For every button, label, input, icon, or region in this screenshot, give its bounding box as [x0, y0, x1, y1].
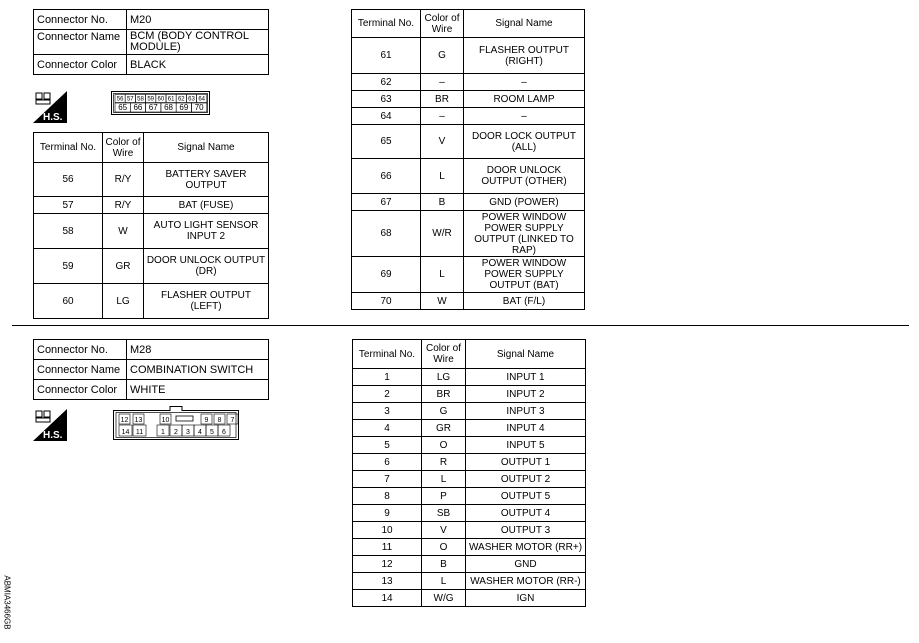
signal-name-cell: OUTPUT 1 [466, 454, 586, 471]
wire-color-cell: L [422, 471, 466, 488]
signal-name-cell: – [464, 108, 585, 125]
signal-name-cell: OUTPUT 5 [466, 488, 586, 505]
m28-terminal-table [352, 339, 586, 607]
hs-label: H.S. [43, 112, 63, 123]
connector-pin-label: 58 [137, 96, 144, 103]
table-row [34, 249, 269, 284]
wire-color-cell: BR [422, 386, 466, 403]
table-row [353, 369, 586, 386]
table-row [352, 108, 585, 125]
figure-code: ABMIA3466GB [2, 575, 12, 630]
info-label: Connector No. [34, 340, 127, 360]
wire-color-cell: G [422, 403, 466, 420]
table-row [353, 454, 586, 471]
wire-color-cell: B [421, 194, 464, 211]
wire-color-cell: GR [103, 249, 144, 284]
signal-name-cell: BAT (FUSE) [144, 197, 269, 214]
connector-pin-label: 14 [121, 429, 130, 436]
wire-color-cell: L [421, 159, 464, 194]
terminal-cell: 10 [353, 522, 422, 539]
info-row [34, 340, 269, 360]
signal-name-cell: OUTPUT 3 [466, 522, 586, 539]
table-row [353, 573, 586, 590]
terminal-cell: 65 [352, 125, 421, 159]
wire-color-cell: O [422, 539, 466, 556]
signal-name-cell: IGN [466, 590, 586, 607]
connector-pin-label: 68 [164, 103, 174, 112]
info-label: Connector Color [34, 380, 127, 400]
wire-color-cell: GR [422, 420, 466, 437]
terminal-cell: 7 [353, 471, 422, 488]
table-row [353, 505, 586, 522]
m20-connector-info-table [33, 9, 269, 75]
table-row [353, 471, 586, 488]
wire-color-cell: W [421, 293, 464, 310]
terminal-cell: 68 [352, 211, 421, 257]
header-signal: Signal Name [466, 340, 586, 369]
connector-pin-label: 56 [116, 96, 124, 103]
connector-pin-label: 9 [204, 417, 209, 424]
table-row [352, 293, 585, 310]
terminal-cell: 66 [352, 159, 421, 194]
wire-color-cell: W/G [422, 590, 466, 607]
m20-terminal-table-left [33, 132, 269, 319]
wire-color-cell: R/Y [103, 197, 144, 214]
terminal-cell: 1 [353, 369, 422, 386]
terminal-cell: 2 [353, 386, 422, 403]
table-row [352, 257, 585, 293]
signal-name-cell: DOOR UNLOCK OUTPUT (OTHER) [464, 159, 585, 194]
info-value: WHITE [127, 380, 269, 400]
connector-pin-label: 69 [179, 103, 189, 112]
info-label: Connector Name [34, 360, 127, 380]
terminal-cell: 56 [34, 163, 103, 197]
terminal-cell: 63 [352, 91, 421, 108]
table-row [353, 488, 586, 505]
connector-pin-label: 5 [210, 429, 214, 436]
table-row [352, 91, 585, 108]
header-terminal: Terminal No. [34, 133, 103, 163]
signal-name-cell: FLASHER OUTPUT (LEFT) [144, 284, 269, 319]
wire-color-cell: P [422, 488, 466, 505]
signal-name-cell: DOOR UNLOCK OUTPUT (DR) [144, 249, 269, 284]
table-row [353, 556, 586, 573]
connector-pin-label: 66 [133, 103, 143, 112]
m28-connector-face-diagram [113, 406, 239, 440]
harness-side-icon [33, 91, 67, 123]
info-value: BCM (BODY CONTROL MODULE) [127, 30, 269, 55]
header-color: Color of Wire [103, 133, 144, 163]
wire-color-cell: R [422, 454, 466, 471]
wire-color-cell: SB [422, 505, 466, 522]
wire-color-cell: BR [421, 91, 464, 108]
info-label: Connector No. [34, 10, 127, 30]
connector-pin-label: 3 [186, 429, 190, 436]
section-divider [12, 325, 909, 326]
table-row [34, 214, 269, 249]
signal-name-cell: AUTO LIGHT SENSOR INPUT 2 [144, 214, 269, 249]
table-row [352, 38, 585, 74]
terminal-cell: 62 [352, 74, 421, 91]
signal-name-cell: INPUT 3 [466, 403, 586, 420]
connector-pin-label: 59 [147, 96, 155, 103]
table-row [353, 437, 586, 454]
wire-color-cell: W/R [421, 211, 464, 257]
signal-name-cell: ROOM LAMP [464, 91, 585, 108]
connector-pin-label: 7 [230, 417, 235, 424]
terminal-cell: 8 [353, 488, 422, 505]
connector-pin-label: 60 [157, 96, 165, 103]
header-terminal: Terminal No. [353, 340, 422, 369]
table-row [34, 197, 269, 214]
terminal-cell: 4 [353, 420, 422, 437]
table-row [352, 74, 585, 91]
table-row [34, 163, 269, 197]
table-row [353, 539, 586, 556]
terminal-cell: 12 [353, 556, 422, 573]
connector-pin-label: 1 [161, 429, 165, 436]
connector-pin-label: 6 [222, 429, 226, 436]
signal-name-cell: INPUT 5 [466, 437, 586, 454]
signal-name-cell: INPUT 4 [466, 420, 586, 437]
connector-pin-label: 65 [118, 103, 128, 112]
connector-pin-label: 62 [177, 96, 185, 103]
info-value: COMBINATION SWITCH [127, 360, 269, 380]
info-label: Connector Color [34, 55, 127, 75]
terminal-cell: 5 [353, 437, 422, 454]
signal-name-cell: FLASHER OUTPUT (RIGHT) [464, 38, 585, 74]
terminal-cell: 58 [34, 214, 103, 249]
info-value: M20 [127, 10, 269, 30]
terminal-cell: 61 [352, 38, 421, 74]
terminal-cell: 70 [352, 293, 421, 310]
wire-color-cell: V [422, 522, 466, 539]
info-value: BLACK [127, 55, 269, 75]
connector-pin-label: 63 [188, 96, 195, 103]
table-row [353, 386, 586, 403]
connector-pin-label: 70 [194, 103, 204, 112]
table-row [353, 420, 586, 437]
signal-name-cell: GND (POWER) [464, 194, 585, 211]
info-row [34, 380, 269, 400]
hs-label: H.S. [43, 430, 63, 441]
info-label: Connector Name [34, 30, 127, 55]
table-row [352, 125, 585, 159]
signal-name-cell: OUTPUT 4 [466, 505, 586, 522]
terminal-cell: 69 [352, 257, 421, 293]
signal-name-cell: OUTPUT 2 [466, 471, 586, 488]
signal-name-cell: BAT (F/L) [464, 293, 585, 310]
wire-color-cell: B [422, 556, 466, 573]
terminal-cell: 11 [353, 539, 422, 556]
connector-pin-label: 64 [198, 96, 206, 103]
header-color: Color of Wire [422, 340, 466, 369]
info-row [34, 10, 269, 30]
connector-pin-label: 2 [174, 429, 178, 436]
signal-name-cell: WASHER MOTOR (RR+) [466, 539, 586, 556]
m20-connector-face-diagram [111, 91, 211, 115]
signal-name-cell: POWER WINDOW POWER SUPPLY OUTPUT (LINKED TO RAP) [464, 211, 585, 257]
wire-color-cell: LG [103, 284, 144, 319]
wire-color-cell: L [422, 573, 466, 590]
signal-name-cell: DOOR LOCK OUTPUT (ALL) [464, 125, 585, 159]
connector-pin-label: 57 [126, 96, 134, 103]
table-row [353, 590, 586, 607]
signal-name-cell: WASHER MOTOR (RR-) [466, 573, 586, 590]
wire-color-cell: R/Y [103, 163, 144, 197]
wire-color-cell: – [421, 108, 464, 125]
connector-pin-label: 11 [135, 429, 144, 436]
wire-color-cell: LG [422, 369, 466, 386]
table-row [352, 211, 585, 257]
terminal-cell: 13 [353, 573, 422, 590]
m28-connector-info-table [33, 339, 269, 400]
info-row [34, 55, 269, 75]
header-signal: Signal Name [144, 133, 269, 163]
terminal-cell: 64 [352, 108, 421, 125]
connector-pin-label: 4 [198, 429, 202, 436]
info-row [34, 360, 269, 380]
signal-name-cell: INPUT 1 [466, 369, 586, 386]
terminal-cell: 57 [34, 197, 103, 214]
terminal-cell: 60 [34, 284, 103, 319]
terminal-cell: 67 [352, 194, 421, 211]
signal-name-cell: – [464, 74, 585, 91]
info-value: M28 [127, 340, 269, 360]
signal-name-cell: GND [466, 556, 586, 573]
signal-name-cell: INPUT 2 [466, 386, 586, 403]
table-row [34, 284, 269, 319]
terminal-cell: 9 [353, 505, 422, 522]
table-row [353, 403, 586, 420]
header-signal: Signal Name [464, 10, 585, 38]
header-terminal: Terminal No. [352, 10, 421, 38]
connector-pin-label: 12 [120, 417, 129, 424]
wire-color-cell: O [422, 437, 466, 454]
connector-pin-label: 10 [161, 417, 170, 424]
m20-terminal-table-right [351, 9, 585, 310]
wire-color-cell: W [103, 214, 144, 249]
terminal-cell: 14 [353, 590, 422, 607]
wire-color-cell: – [421, 74, 464, 91]
table-row [352, 194, 585, 211]
connector-pin-label: 67 [148, 103, 158, 112]
signal-name-cell: POWER WINDOW POWER SUPPLY OUTPUT (BAT) [464, 257, 585, 293]
connector-pin-label: 13 [134, 417, 143, 424]
connector-pin-label: 61 [167, 96, 175, 103]
table-row [353, 522, 586, 539]
table-row [352, 159, 585, 194]
header-color: Color of Wire [421, 10, 464, 38]
info-row [34, 30, 269, 55]
terminal-cell: 6 [353, 454, 422, 471]
terminal-cell: 59 [34, 249, 103, 284]
connector-pin-label: 8 [217, 417, 222, 424]
terminal-cell: 3 [353, 403, 422, 420]
signal-name-cell: BATTERY SAVER OUTPUT [144, 163, 269, 197]
wire-color-cell: G [421, 38, 464, 74]
wire-color-cell: L [421, 257, 464, 293]
harness-side-icon [33, 409, 67, 441]
wire-color-cell: V [421, 125, 464, 159]
